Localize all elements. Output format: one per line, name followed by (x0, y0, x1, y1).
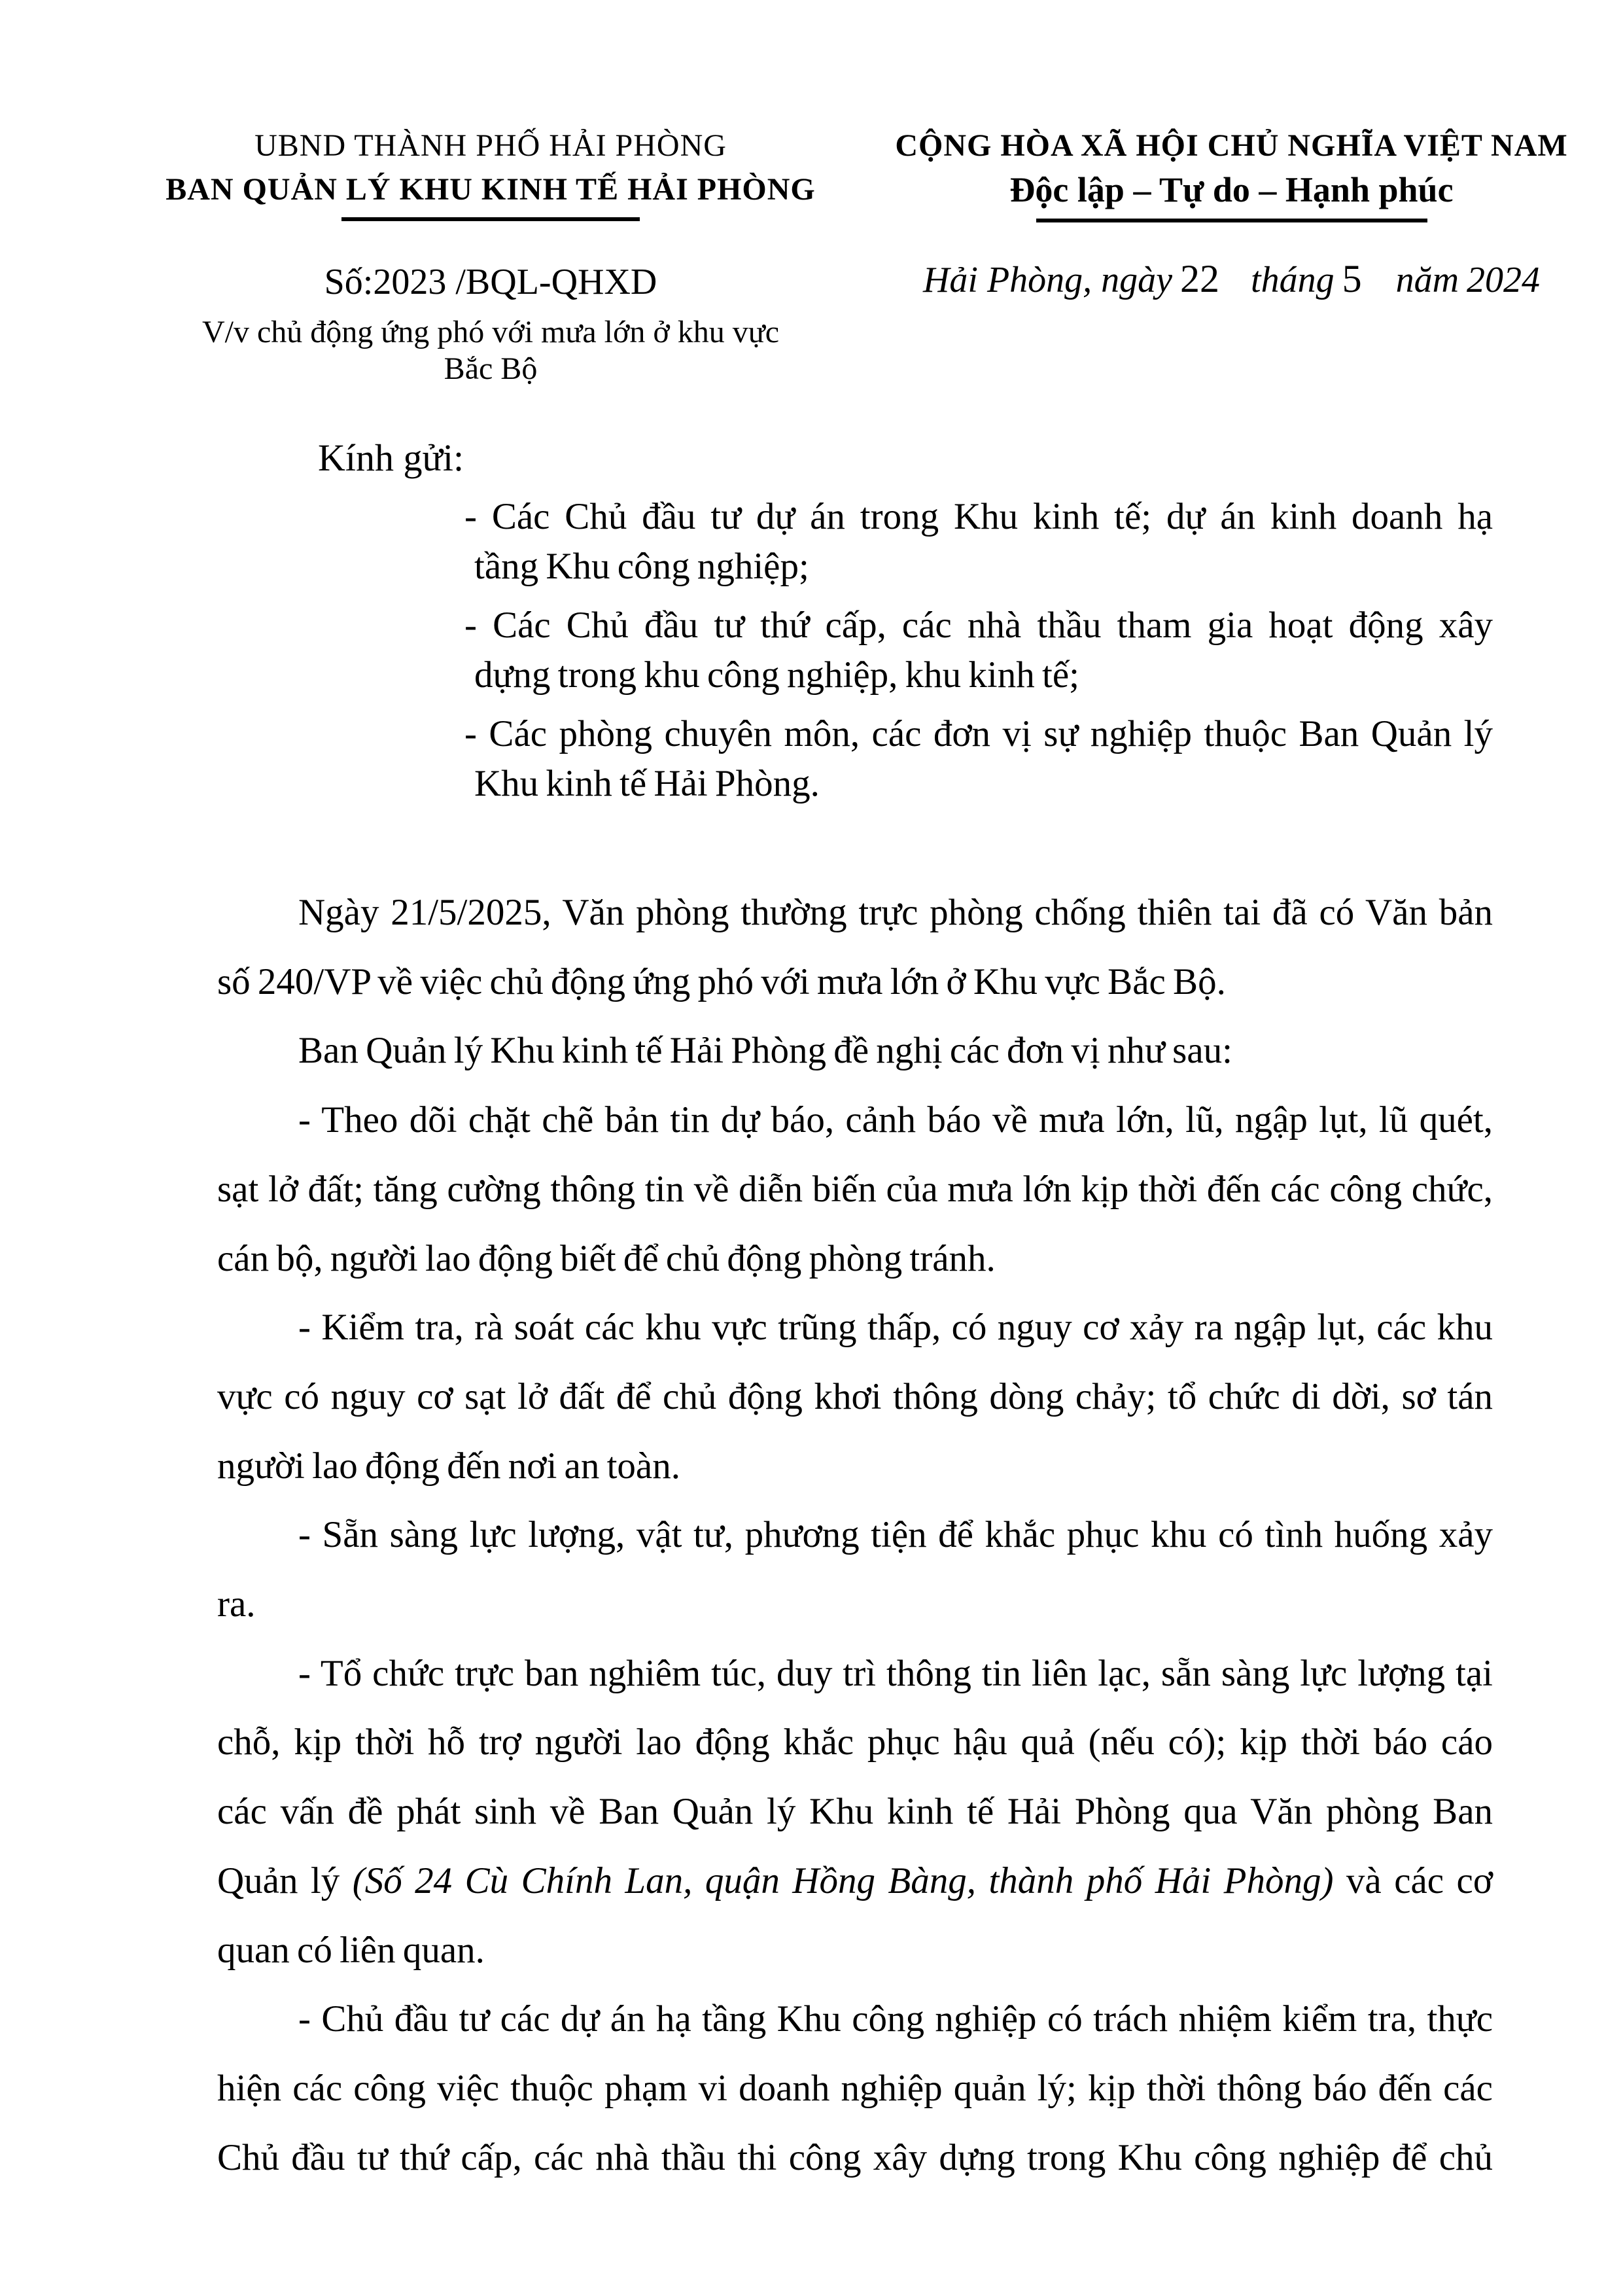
recipient-line: dựng trong khu công nghiệp, khu kinh tế; (474, 654, 1079, 696)
place-date-line (880, 256, 1583, 302)
body-line: - Theo dõi chặt chẽ bản tin dự báo, cảnh báo về mưa lớn, lũ, ngập lụt, lũ quét, (298, 1099, 1493, 1141)
body-line (217, 1846, 1493, 1916)
recipient-line: tầng Khu công nghiệp; (474, 546, 809, 587)
issuer-underline (341, 217, 640, 221)
body-line: số 240/VP về việc chủ động ứng phó với mưa lớn ở Khu vực Bắc Bộ. (217, 961, 1226, 1002)
body-text (217, 878, 1493, 2192)
body-line: - Sẵn sàng lực lượng, vật tư, phương tiện để khắc phục khu có tình huống xảy (298, 1514, 1493, 1556)
issuer-header-block (150, 124, 831, 387)
subject-line-1: V/v chủ động ứng phó với mưa lớn ở khu vực (201, 315, 780, 349)
month-value: 5 (1342, 257, 1362, 300)
body-line: sạt lở đất; tăng cường thông tin về diễn biến của mưa lớn kịp thời đến các công chức, (217, 1168, 1493, 1210)
body-line: - Tổ chức trực ban nghiêm túc, duy trì thông tin liên lạc, sẵn sàng lực lượng tại (298, 1652, 1493, 1694)
year-label: năm (1395, 260, 1459, 300)
motto-underline (1036, 219, 1427, 222)
address-italic-segment: (Số 24 Cù Chính Lan, quận Hồng Bàng, thành phố Hải Phòng) (352, 1860, 1334, 1901)
body-line: các vấn đề phát sinh về Ban Quản lý Khu kinh tế Hải Phòng qua Văn phòng Ban (217, 1791, 1493, 1833)
recipient-line: - Các Chủ đầu tư dự án trong Khu kinh tế; dự án kinh doanh hạ (464, 496, 1493, 537)
national-motto: Độc lập – Tự do – Hạnh phúc (1009, 170, 1454, 209)
body-line: cán bộ, người lao động biết để chủ động phòng tránh. (217, 1237, 996, 1279)
body-line: Chủ đầu tư thứ cấp, các nhà thầu thi công xây dựng trong Khu công nghiệp để chủ (217, 2136, 1493, 2178)
day-value: 22 (1180, 257, 1220, 300)
subject-line-2: Bắc Bộ (444, 351, 538, 386)
month-label: tháng (1251, 260, 1335, 300)
recipient-line: - Các phòng chuyên môn, các đơn vị sự nghiệp thuộc Ban Quản lý (464, 713, 1493, 754)
recipient-line: Khu kinh tế Hải Phòng. (474, 763, 820, 804)
body-line: Ngày 21/5/2025, Văn phòng thường trực phòng chống thiên tai đã có Văn bản (298, 892, 1493, 933)
body-line: Ban Quản lý Khu kinh tế Hải Phòng đề nghị các đơn vị như sau: (298, 1030, 1232, 1072)
recipient-line: - Các Chủ đầu tư thứ cấp, các nhà thầu tham gia hoạt động xây (464, 605, 1493, 646)
recipients-list (217, 492, 1493, 809)
body-line: vực có nguy cơ sạt lở đất để chủ động khơi thông dòng chảy; tổ chức di dời, sơ tán (217, 1375, 1493, 1417)
body-line: quan có liên quan. (217, 1929, 485, 1971)
body-line: - Chủ đầu tư các dự án hạ tầng Khu công nghiệp có trách nhiệm kiểm tra, thực (298, 1998, 1493, 2040)
body-line: người lao động đến nơi an toàn. (217, 1445, 680, 1487)
place-prefix: Hải Phòng, ngày (922, 260, 1173, 300)
body-line: hiện các công việc thuộc phạm vi doanh nghiệp quản lý; kịp thời thông báo đến các (217, 2067, 1493, 2109)
body-line: ra. (217, 1583, 256, 1625)
greeting-label: Kính gửi: (318, 436, 464, 479)
body-line: - Kiểm tra, rà soát các khu vực trũng thấp, có nguy cơ xảy ra ngập lụt, các khu (298, 1307, 1493, 1349)
document-number: Số:2023 /BQL-QHXD (324, 262, 657, 302)
text-segment: và các cơ (1333, 1860, 1493, 1901)
parent-org-name: UBND THÀNH PHỐ HẢI PHÒNG (254, 128, 727, 163)
issuing-org-name: BAN QUẢN LÝ KHU KINH TẾ HẢI PHÒNG (166, 172, 816, 207)
year-value: 2024 (1467, 260, 1541, 300)
national-header-block (880, 124, 1583, 302)
national-title: CỘNG HÒA XÃ HỘI CHỦ NGHĨA VIỆT NAM (895, 128, 1568, 163)
text-segment: Quản lý (217, 1860, 353, 1901)
body-line: chỗ, kịp thời hỗ trợ người lao động khắc phục hậu quả (nếu có); kịp thời báo cáo (217, 1722, 1493, 1763)
